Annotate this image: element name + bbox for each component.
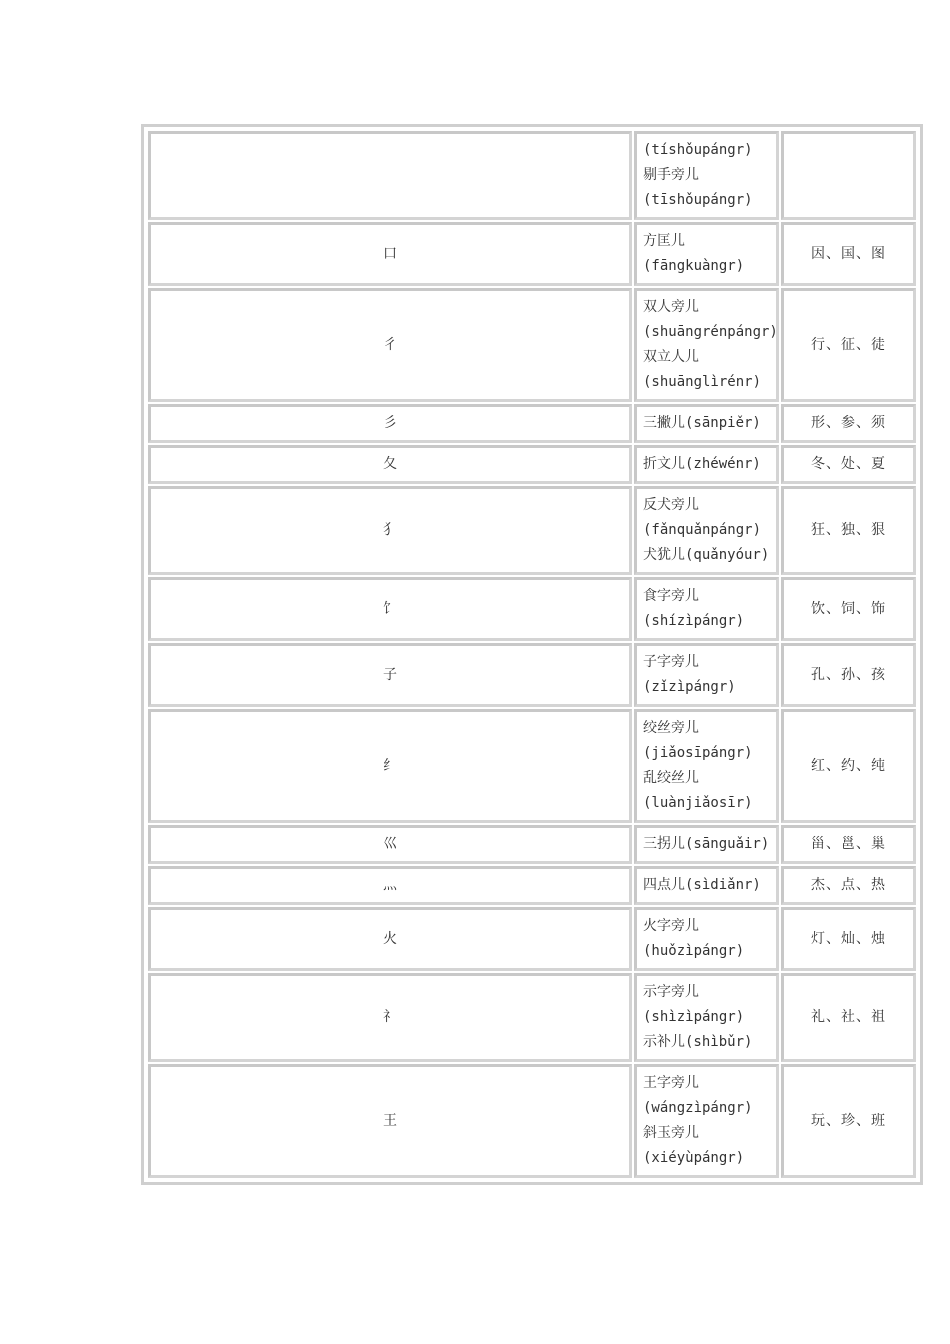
radical-name-line: (xiéyùpángr) [643,1150,745,1166]
radical-name-cell [634,222,779,286]
radical-name-cell [634,709,779,823]
radical-name-line: (wángzìpángr) [643,1100,753,1116]
table-row [148,643,916,707]
table-row [148,825,916,864]
examples-cell: 红、约、纯 [781,709,916,823]
radical-table [146,129,918,1180]
radical-name-line: 方匡儿 [643,233,685,249]
examples-cell: 杰、点、热 [781,866,916,905]
radical-name-line: 四点儿(sìdiǎnr) [643,877,761,893]
radical-name-line: 双立人儿 [643,349,699,365]
radical-cell: 灬 [148,866,632,905]
radical-name-line: 示字旁儿 [643,984,699,1000]
table-row [148,709,916,823]
table-row [148,973,916,1062]
radical-name-cell [634,973,779,1062]
radical-name-line: (huǒzìpángr) [643,943,745,959]
radical-name-cell [634,131,779,220]
radical-name-cell [634,825,779,864]
radical-cell: 彡 [148,404,632,443]
radical-name-line: 火字旁儿 [643,918,699,934]
radical-name-line: 三拐儿(sānguǎir) [643,836,770,852]
radical-name-cell [634,445,779,484]
table-row [148,445,916,484]
radical-name-line: 乱绞丝儿 [643,770,699,786]
radical-name-cell [634,486,779,575]
radical-name-line: 犬犹儿(quǎnyóur) [643,547,770,563]
radical-name-cell [634,288,779,402]
examples-cell: 行、征、徒 [781,288,916,402]
radical-cell [148,131,632,220]
radical-name-line: 三撇儿(sānpiěr) [643,415,761,431]
table-row [148,866,916,905]
radical-name-line: (tíshǒupángr) [643,142,753,158]
examples-cell [781,131,916,220]
radical-name-line: 食字旁儿 [643,588,699,604]
radical-name-line: 折文儿(zhéwénr) [643,456,761,472]
radical-name-cell [634,1064,779,1178]
radical-table-body [148,131,916,1178]
radical-name-line: (jiǎosīpángr) [643,745,753,761]
examples-cell: 甾、邕、巢 [781,825,916,864]
examples-cell: 冬、处、夏 [781,445,916,484]
examples-cell: 孔、孙、孩 [781,643,916,707]
radical-name-line: 绞丝旁儿 [643,720,699,736]
radical-name-line: (zǐzìpángr) [643,679,736,695]
table-row [148,1064,916,1178]
radical-table-frame [141,124,923,1185]
radical-name-line: (fǎnquǎnpángr) [643,522,762,538]
radical-cell: 口 [148,222,632,286]
radical-name-line: (shuānglìrénr) [643,374,762,390]
radical-name-cell [634,907,779,971]
radical-name-line: (fāngkuàngr) [643,258,745,274]
table-row [148,907,916,971]
examples-cell: 因、国、图 [781,222,916,286]
radical-cell: 子 [148,643,632,707]
radical-name-line: (shuāngrénpángr) [643,324,778,340]
examples-cell: 形、参、须 [781,404,916,443]
radical-cell: 夂 [148,445,632,484]
table-row [148,486,916,575]
radical-name-line: (luànjiǎosīr) [643,795,753,811]
radical-name-line: 剔手旁儿 [643,167,699,183]
radical-cell: 饣 [148,577,632,641]
radical-name-line: 斜玉旁儿 [643,1125,699,1141]
table-row [148,131,916,220]
radical-name-line: 子字旁儿 [643,654,699,670]
radical-name-line: (shízìpángr) [643,613,745,629]
examples-cell: 灯、灿、烛 [781,907,916,971]
radical-cell: 王 [148,1064,632,1178]
examples-cell: 玩、珍、班 [781,1064,916,1178]
examples-cell: 狂、独、狠 [781,486,916,575]
examples-cell: 礼、社、祖 [781,973,916,1062]
table-row [148,222,916,286]
radical-name-line: 双人旁儿 [643,299,699,315]
radical-name-line: (shìzìpángr) [643,1009,745,1025]
radical-name-line: 王字旁儿 [643,1075,699,1091]
radical-name-line: 反犬旁儿 [643,497,699,513]
radical-name-cell [634,404,779,443]
examples-cell: 饮、饲、饰 [781,577,916,641]
radical-name-cell [634,577,779,641]
radical-cell: 彳 [148,288,632,402]
radical-cell: 犭 [148,486,632,575]
radical-name-line: 示补儿(shìbǔr) [643,1034,753,1050]
radical-name-cell [634,643,779,707]
radical-cell: 礻 [148,973,632,1062]
radical-name-cell [634,866,779,905]
table-row [148,404,916,443]
radical-name-line: (tīshǒupángr) [643,192,753,208]
radical-cell: 火 [148,907,632,971]
radical-cell: 纟 [148,709,632,823]
radical-cell: 巛 [148,825,632,864]
table-row [148,577,916,641]
table-row [148,288,916,402]
